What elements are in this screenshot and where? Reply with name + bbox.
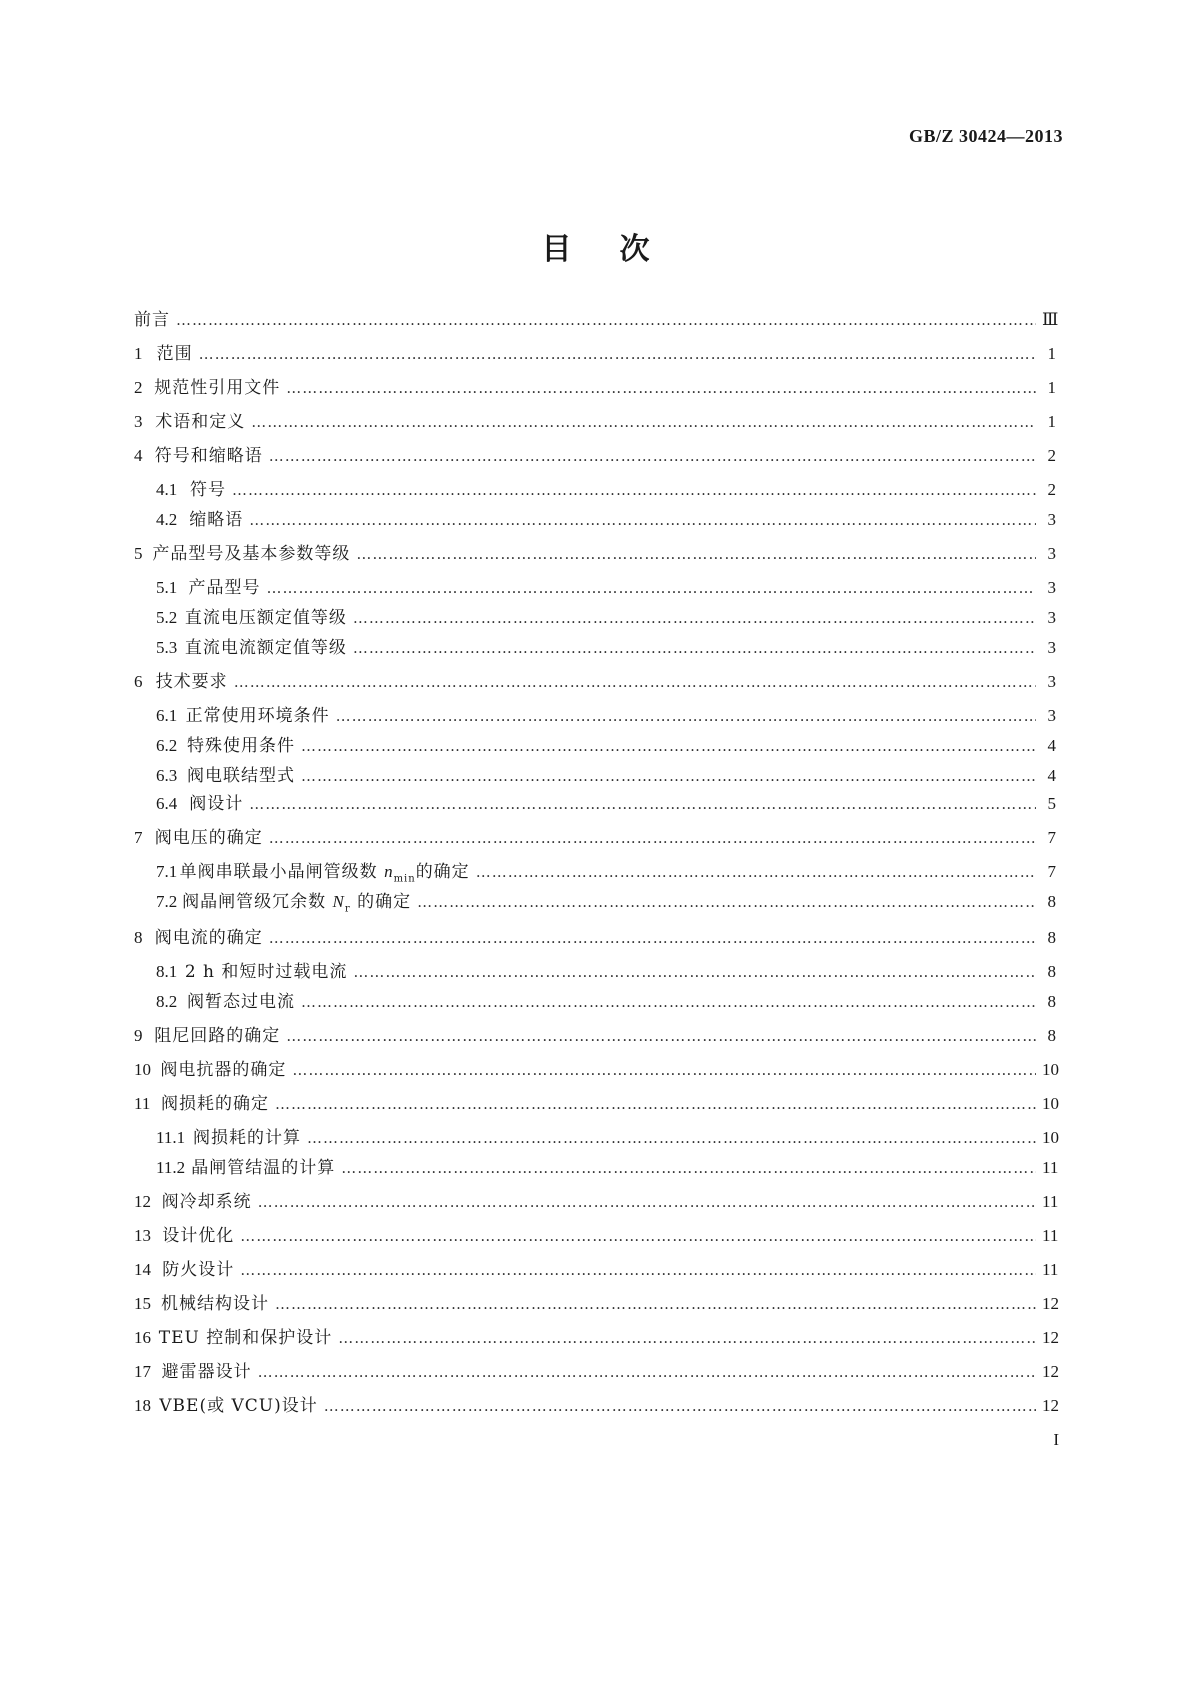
toc-entry-10[interactable] xyxy=(134,1058,1059,1082)
toc-entry-2[interactable] xyxy=(134,376,1056,400)
toc-entry-label: 范围 xyxy=(156,344,193,364)
toc-entry-number: 5.3 xyxy=(156,638,178,657)
dot-leader xyxy=(258,1190,1036,1214)
dot-leader xyxy=(199,342,1036,366)
toc-entry-label: 术语和定义 xyxy=(155,412,246,432)
dot-leader xyxy=(176,308,1036,332)
toc-entry-18[interactable] xyxy=(134,1394,1059,1418)
toc-entry-number: 14 xyxy=(134,1260,151,1279)
toc-entry-page: 3 xyxy=(1047,638,1056,657)
toc-entry-page: 11 xyxy=(1042,1226,1059,1245)
subscript-min: min xyxy=(393,873,416,885)
dot-leader xyxy=(251,410,1036,434)
toc-entry-number: 3 xyxy=(134,412,143,431)
toc-entry-label: VBE(或 VCU)设计 xyxy=(159,1396,318,1416)
dot-leader xyxy=(476,860,1036,884)
toc-entry-page: 2 xyxy=(1047,446,1056,465)
toc-entry-label: 避雷器设计 xyxy=(161,1362,252,1382)
toc-entry-page: 2 xyxy=(1047,480,1056,499)
toc-entry-label: 2 h 和短时过载电流 xyxy=(184,962,348,982)
toc-entry-page: 12 xyxy=(1042,1362,1059,1381)
toc-entry-8[interactable] xyxy=(134,926,1056,950)
toc-entry-5-1[interactable] xyxy=(134,576,1056,600)
toc-entry-17[interactable] xyxy=(134,1360,1059,1384)
toc-entry-label: 设计优化 xyxy=(162,1226,235,1246)
toc-entry-page: 1 xyxy=(1047,412,1056,431)
dot-leader xyxy=(269,926,1036,950)
toc-entry-page: 10 xyxy=(1042,1094,1059,1113)
toc-entry-foreword[interactable] xyxy=(134,308,1059,332)
toc-entry-label: 阀暂态过电流 xyxy=(187,992,296,1012)
dot-leader xyxy=(275,1292,1036,1316)
toc-entry-11-2[interactable] xyxy=(134,1156,1059,1180)
toc-entry-page: 1 xyxy=(1047,344,1056,363)
toc-entry-number: 6.3 xyxy=(156,766,178,785)
toc-entry-page: 4 xyxy=(1047,736,1056,755)
toc-entry-label: 机械结构设计 xyxy=(161,1294,269,1314)
toc-entry-label: 前言 xyxy=(134,310,170,330)
toc-entry-number: 4 xyxy=(134,446,143,465)
toc-entry-page: 11 xyxy=(1042,1260,1059,1279)
toc-entry-16[interactable] xyxy=(134,1326,1059,1350)
toc-entry-label: TEU 控制和保护设计 xyxy=(158,1328,333,1348)
toc-entry-5[interactable] xyxy=(134,542,1056,566)
toc-entry-label: 技术要求 xyxy=(155,672,228,692)
toc-entry-number: 6.2 xyxy=(156,736,178,755)
toc-entry-page: 3 xyxy=(1047,672,1056,691)
dot-leader xyxy=(324,1394,1036,1418)
toc-entry-number: 12 xyxy=(134,1192,151,1211)
dot-leader xyxy=(292,1058,1036,1082)
toc-entry-number: 8.1 xyxy=(156,962,178,981)
dot-leader xyxy=(336,704,1036,728)
dot-leader xyxy=(356,542,1036,566)
toc-entry-page: 12 xyxy=(1042,1328,1059,1347)
toc-entry-number: 4.2 xyxy=(156,510,178,529)
toc-entry-number: 8.2 xyxy=(156,992,178,1011)
toc-entry-label: 阀电流的确定 xyxy=(154,928,263,948)
toc-entry-label: 规范性引用文件 xyxy=(154,378,281,398)
toc-entry-page: 3 xyxy=(1047,510,1056,529)
dot-leader xyxy=(249,792,1036,816)
toc-entry-number: 8 xyxy=(134,928,143,947)
toc-entry-label: 阀损耗的确定 xyxy=(161,1094,269,1114)
toc-entry-label: 阀冷却系统 xyxy=(161,1192,252,1212)
toc-entry-label: 阀晶闸管级冗余数 $N_r$ 的确定 xyxy=(182,892,412,915)
toc-entry-number: 7.2 xyxy=(156,892,178,911)
toc-entry-page: 3 xyxy=(1047,578,1056,597)
dot-leader xyxy=(269,826,1036,850)
dot-leader xyxy=(267,576,1037,600)
toc-entry-page: 1 xyxy=(1047,378,1056,397)
toc-entry-15[interactable] xyxy=(134,1292,1059,1316)
dot-leader xyxy=(301,734,1036,758)
toc-entry-label: 阀电压的确定 xyxy=(154,828,263,848)
toc-entry-page: 3 xyxy=(1047,608,1056,627)
table-of-contents xyxy=(134,0,1059,1684)
variable-N: N xyxy=(332,892,345,911)
toc-entry-page: 11 xyxy=(1042,1192,1059,1211)
dot-leader xyxy=(286,376,1036,400)
toc-entry-label: 产品型号 xyxy=(188,578,261,598)
toc-entry-11-1[interactable] xyxy=(134,1126,1059,1150)
variable-n: n xyxy=(384,862,394,881)
toc-entry-6-1[interactable] xyxy=(134,704,1056,728)
dot-leader xyxy=(234,670,1036,694)
dot-leader xyxy=(258,1360,1036,1384)
toc-entry-number: 15 xyxy=(134,1294,151,1313)
toc-entry-number: 5 xyxy=(134,544,143,563)
toc-entry-label: 直流电流额定值等级 xyxy=(184,638,347,658)
dot-leader xyxy=(338,1326,1036,1350)
toc-entry-page: 12 xyxy=(1042,1294,1059,1313)
toc-entry-6[interactable] xyxy=(134,670,1056,694)
page-title: 目次 xyxy=(541,232,698,267)
toc-entry-label: 阀损耗的计算 xyxy=(192,1128,301,1148)
toc-entry-4[interactable] xyxy=(134,444,1056,468)
toc-entry-page: 4 xyxy=(1047,766,1056,785)
toc-entry-label: 符号和缩略语 xyxy=(154,446,263,466)
toc-entry-number: 10 xyxy=(134,1060,151,1079)
toc-entry-page: 7 xyxy=(1047,862,1056,881)
toc-entry-number: 13 xyxy=(134,1226,151,1245)
toc-entry-3[interactable] xyxy=(134,410,1056,434)
toc-entry-12[interactable] xyxy=(134,1190,1059,1214)
toc-entry-6-3[interactable] xyxy=(134,764,1056,788)
standard-number: GB/Z 30424—2013 xyxy=(908,126,1063,146)
dot-leader xyxy=(240,1258,1036,1282)
toc-entry-label: 直流电压额定值等级 xyxy=(184,608,347,628)
toc-entry-page: 10 xyxy=(1042,1060,1059,1079)
toc-entry-label: 阻尼回路的确定 xyxy=(154,1026,281,1046)
dot-leader xyxy=(249,508,1036,532)
toc-entry-number: 7 xyxy=(134,828,143,847)
toc-entry-number: 17 xyxy=(134,1362,151,1381)
toc-entry-9[interactable] xyxy=(134,1024,1056,1048)
dot-leader xyxy=(353,960,1036,984)
toc-entry-11[interactable] xyxy=(134,1092,1059,1116)
toc-entry-page: Ⅲ xyxy=(1042,310,1059,329)
subscript-r: r xyxy=(344,903,351,915)
dot-leader xyxy=(417,890,1036,914)
toc-entry-5-3[interactable] xyxy=(134,636,1056,660)
dot-leader xyxy=(275,1092,1036,1116)
toc-entry-number: 7.1 xyxy=(156,862,178,881)
dot-leader xyxy=(240,1224,1036,1248)
toc-entry-label: 特殊使用条件 xyxy=(187,736,296,756)
dot-leader xyxy=(301,764,1036,788)
toc-entry-label: 符号 xyxy=(189,480,226,500)
dot-leader xyxy=(353,606,1036,630)
toc-entry-6-4[interactable] xyxy=(134,792,1056,816)
toc-entry-7-1[interactable] xyxy=(134,860,1056,884)
dot-leader xyxy=(353,636,1036,660)
dot-leader xyxy=(341,1156,1036,1180)
toc-entry-number: 9 xyxy=(134,1026,143,1045)
toc-entry-label: 缩略语 xyxy=(189,510,244,530)
toc-entry-4-2[interactable] xyxy=(134,508,1056,532)
toc-entry-label: 阀电联结型式 xyxy=(187,766,296,786)
dot-leader xyxy=(286,1024,1036,1048)
toc-entry-7-2[interactable] xyxy=(134,890,1056,914)
toc-entry-number: 4.1 xyxy=(156,480,178,499)
dot-leader xyxy=(232,478,1036,502)
toc-entry-page: 7 xyxy=(1047,828,1056,847)
dot-leader xyxy=(307,1126,1036,1150)
toc-entry-number: 16 xyxy=(134,1328,151,1347)
toc-entry-label: 产品型号及基本参数等级 xyxy=(152,544,351,564)
toc-entry-page: 3 xyxy=(1047,544,1056,563)
toc-entry-4-1[interactable] xyxy=(134,478,1056,502)
toc-entry-label: 防火设计 xyxy=(162,1260,235,1280)
toc-entry-8-1[interactable] xyxy=(134,960,1056,984)
toc-entry-label: 阀设计 xyxy=(189,794,244,814)
toc-entry-number: 6 xyxy=(134,672,143,691)
toc-entry-number: 11.2 xyxy=(156,1158,186,1177)
toc-entry-number: 2 xyxy=(134,378,143,397)
toc-entry-page: 8 xyxy=(1047,992,1056,1011)
toc-entry-8-2[interactable] xyxy=(134,990,1056,1014)
dot-leader xyxy=(301,990,1036,1014)
toc-entry-number: 11 xyxy=(134,1094,151,1113)
toc-entry-13[interactable] xyxy=(134,1224,1059,1248)
toc-entry-5-2[interactable] xyxy=(134,606,1056,630)
toc-entry-7[interactable] xyxy=(134,826,1056,850)
toc-entry-page: 3 xyxy=(1047,706,1056,725)
toc-entry-number: 6.4 xyxy=(156,794,178,813)
dot-leader xyxy=(269,444,1036,468)
toc-entry-6-2[interactable] xyxy=(134,734,1056,758)
toc-entry-number: 11.1 xyxy=(156,1128,186,1147)
toc-entry-page: 8 xyxy=(1047,962,1056,981)
toc-entry-1[interactable] xyxy=(134,342,1056,366)
toc-entry-label: 单阀串联最小晶闸管级数 $n_{min}$的确定 xyxy=(179,862,470,885)
toc-entry-number: 5.2 xyxy=(156,608,178,627)
toc-entry-page: 12 xyxy=(1042,1396,1059,1415)
page-number: I xyxy=(1053,1430,1059,1449)
toc-entry-label: 阀电抗器的确定 xyxy=(160,1060,287,1080)
toc-entry-page: 8 xyxy=(1047,1026,1056,1045)
toc-entry-page: 10 xyxy=(1042,1128,1059,1147)
toc-entry-14[interactable] xyxy=(134,1258,1059,1282)
toc-entry-page: 8 xyxy=(1047,892,1056,911)
toc-entry-number: 5.1 xyxy=(156,578,178,597)
toc-entry-page: 8 xyxy=(1047,928,1056,947)
toc-entry-page: 11 xyxy=(1042,1158,1059,1177)
toc-entry-label: 正常使用环境条件 xyxy=(185,706,330,726)
toc-entry-label: 晶闸管结温的计算 xyxy=(191,1158,336,1178)
toc-entry-number: 1 xyxy=(134,344,143,363)
toc-entry-number: 18 xyxy=(134,1396,151,1415)
toc-entry-number: 6.1 xyxy=(156,706,178,725)
toc-entry-page: 5 xyxy=(1047,794,1056,813)
